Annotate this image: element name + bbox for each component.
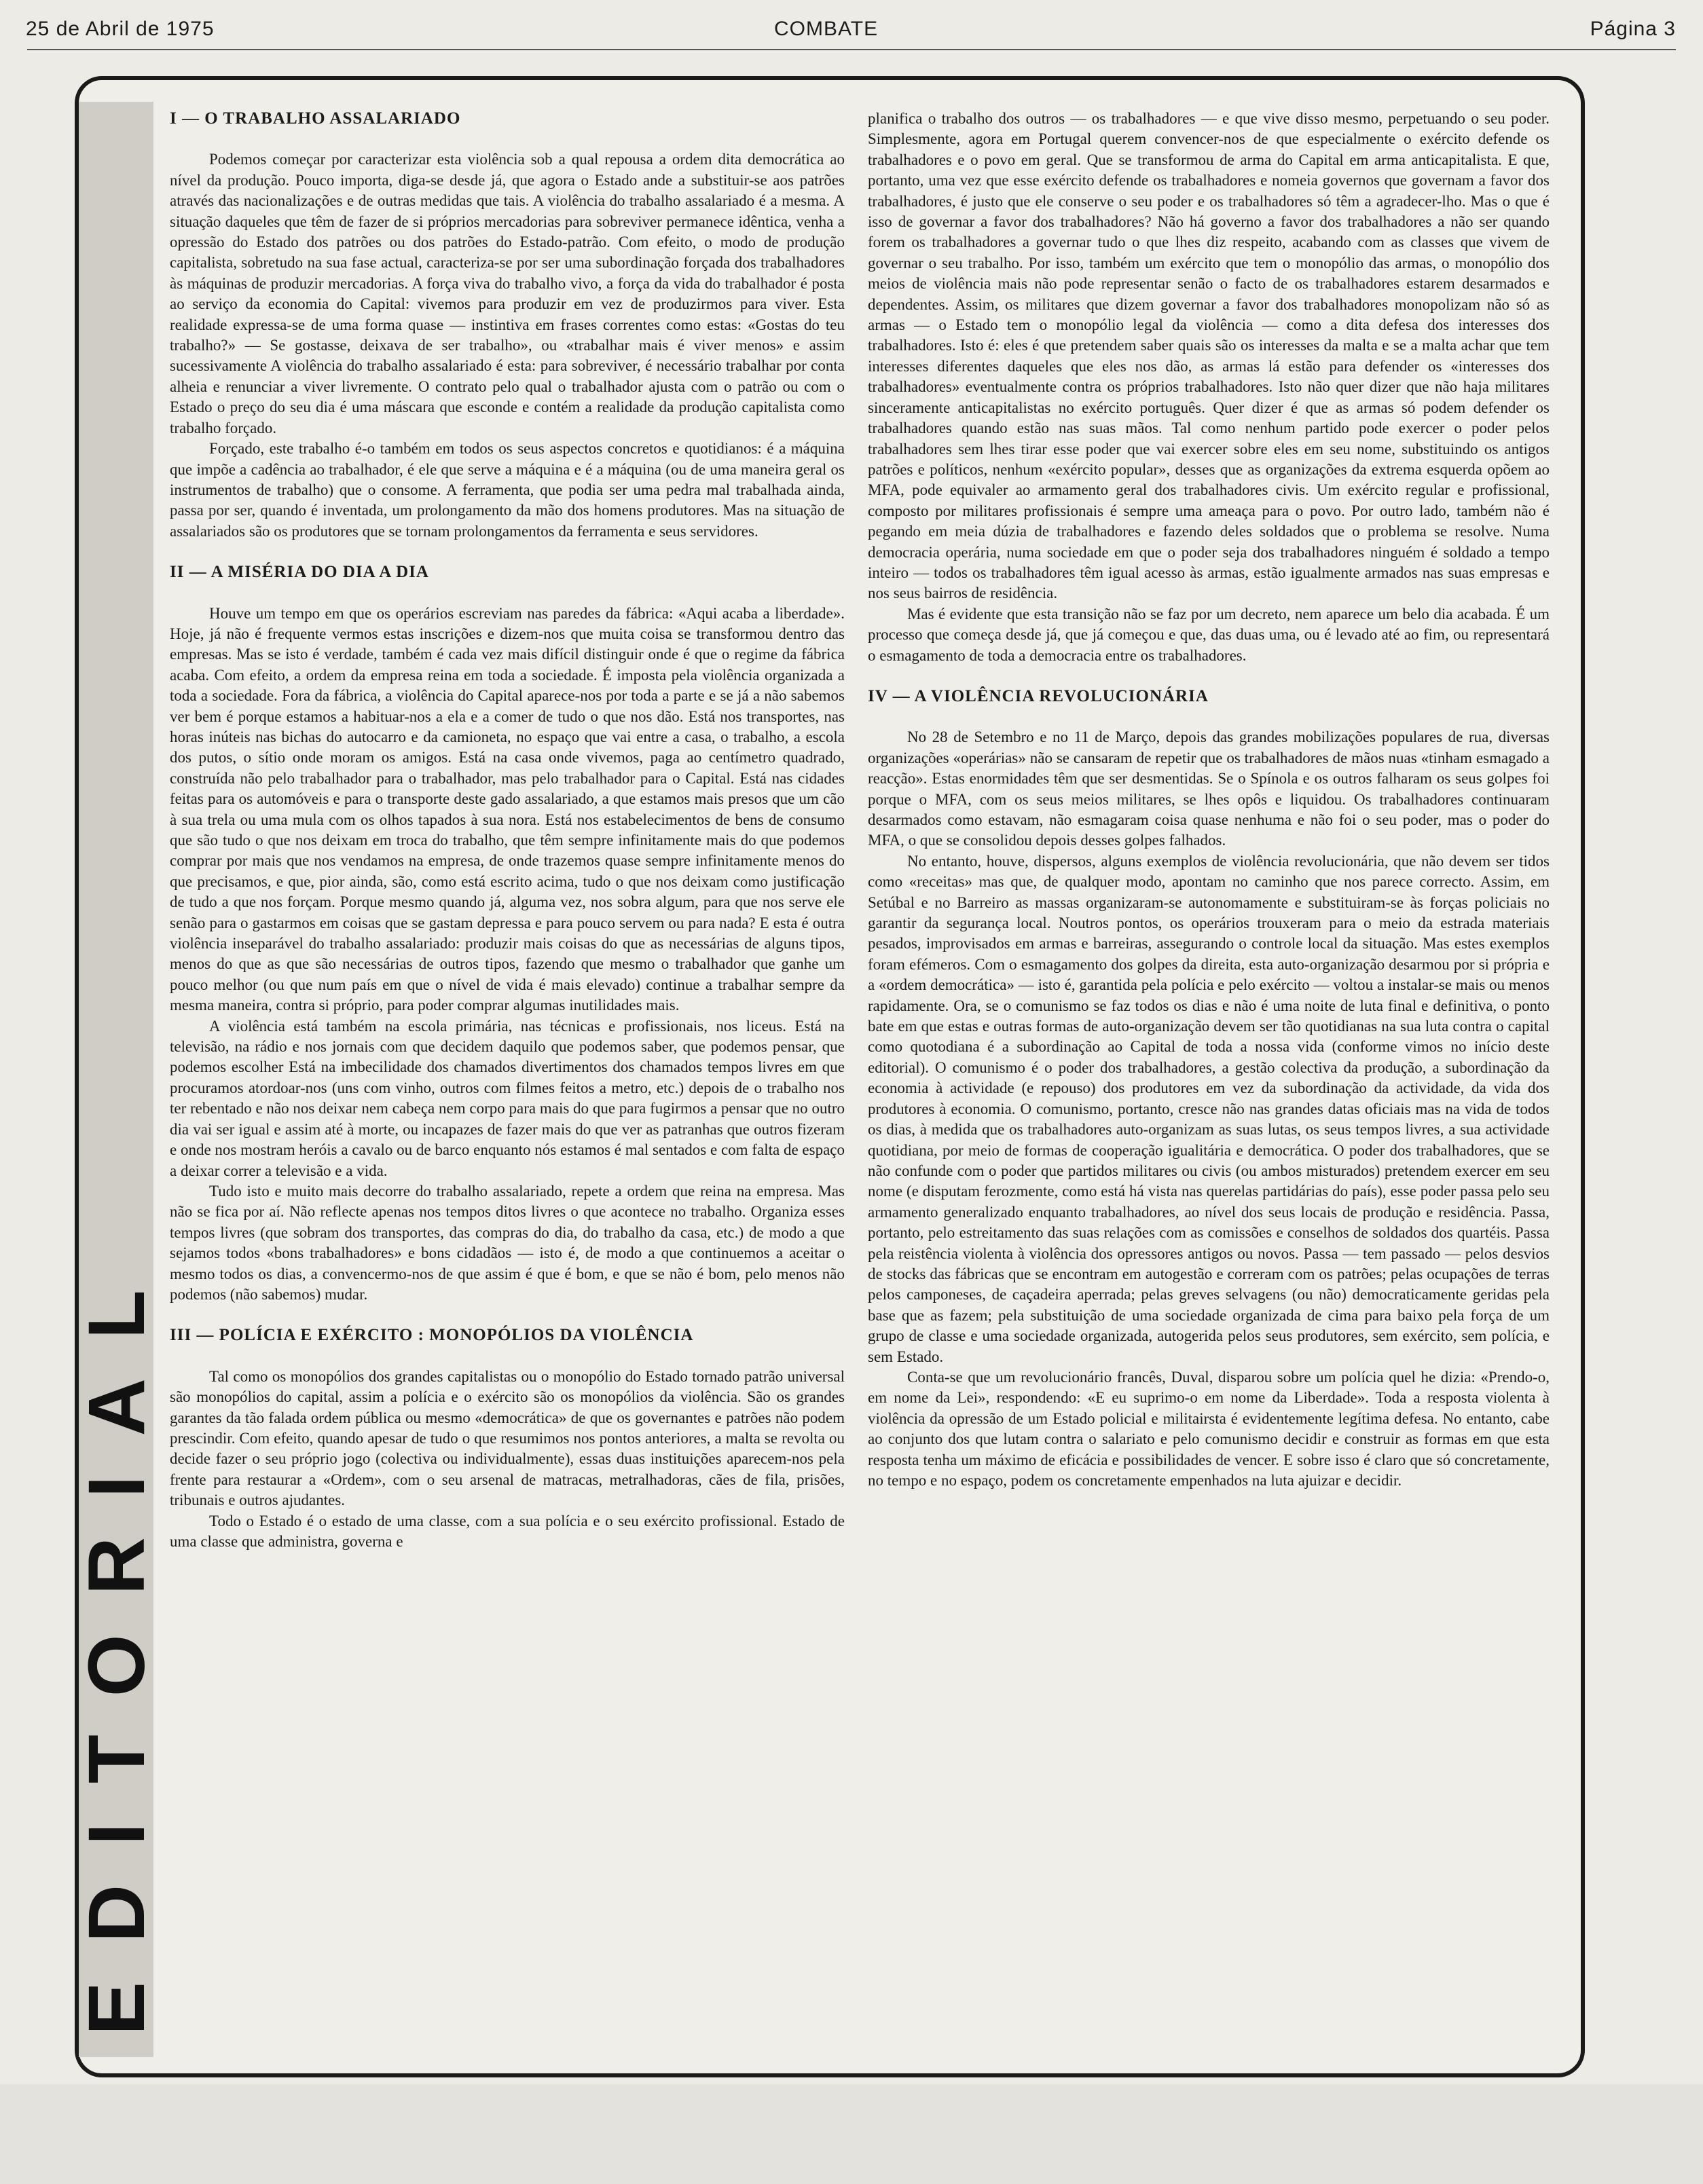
paragraph: Forçado, este trabalho é-o também em todos os seus aspectos concretos e quotidianos: é a máquina que impõe a cadência ao trabalhador, é ele que serve a máquina e é a máquina (ou de uma maneira geral os instrumentos de trabalho) que o consome. A ferramenta, que podia ser uma pedra mal trabalhada ainda, passa por ser, quando é inventada, um prolongamento da mão dos homens produtores. Mas na situação de assalariados são os produtores que se tornam prolongamentos da ferramenta e seus servidores. — [170, 440, 845, 540]
section-title: IV — A VIOLÊNCIA REVOLUCIONÁRIA — [868, 686, 1209, 705]
paragraph: Houve um tempo em que os operários escreviam nas paredes da fábrica: «Aqui acaba a liberdade». Hoje, já não é frequente vermos estas inscrições e dizem-nos que muita coisa se transformou dentro das empresas. Mas se isto é verdade, também é cada vez mais difícil distinguir onde é que o regime da fábrica acaba. Com efeito, a ordem da empresa reina em toda a sociedade. É imposta pela violência organizada a toda a sociedade. Fora da fábrica, a violência do Capital aparece-nos por toda a parte e se já a não sabemos ver bem é porque estamos a habituar-nos a ela e a comer de tudo o que nos dão. Está nos transportes, nas horas inúteis nas bichas do autocarro e da camioneta, no espaço que vai entre a casa, o trabalho, a escola dos putos, o sítio onde moram os amigos. Está na casa onde vivemos, paga ao centímetro quadrado, construída não pelo trabalhador para o trabalhador, mas pelo trabalhador para o Capital. Está nas cidades feitas para os automóveis e para o transporte deste gado assalariado, a que estamos mais presos que um cão à sua trela ou uma mula com os olhos tapados à sua nora. Está nos estabelecimentos de bens de consumo que são tudo o que nos deixam em troca do trabalho, que têm sempre infinitamente mais do que podemos comprar por mais que nos vendamos na empresa, de onde trazemos quase sempre infinitamente menos do que precisamos, e que, pior ainda, são, como está escrito acima, tudo o que nos deixam como justificação de tudo a que nos forçam. Porque mesmo quando já, alguma vez, nos sobra algum, para que nos serve ele senão para o gastarmos em coisas que se gastam depressa e para pouco servem ou para nada? E esta é outra violência inseparável do trabalho assalariado: produzir mais coisas do que as necessárias de alguns tipos, menos do que as que são necessárias de outros tipos, fazendo que mesmo o trabalhador que ganhe um pouco melhor (ou que num país em que o nível de vida é mais elevado) continue a trabalhar sempre da mesma maneira, contra si próprio, para poder comprar algumas inutilidades mais. — [170, 604, 845, 1014]
page-header — [0, 0, 1703, 54]
paragraph: Tal como os monopólios dos grandes capitalistas ou o monopólio do Estado tornado patrão universal são monopólios do capital, assim a polícia e o exército são os monopólios da violência. São os grandes garantes da tão falada ordem pública ou mesmo «democrática» de que os governantes e patrões não podem prescindir. Com efeito, quando apesar de tudo o que resumimos nos pontos anteriores, a malta se revolta ou decide fazer o seu próprio jogo (colectiva ou individualmente), essas duas instituições aparecem-nos pela frente para restaurar a «Ordem», com o seu arsenal de matracas, metralhadoras, cães de fila, prisões, tribunais e outros ajudantes. — [170, 1367, 845, 1509]
paragraph: Todo o Estado é o estado de uma classe, com a sua polícia e o seu exército profissional. Estado de uma classe que administra, governa e — [170, 1512, 845, 1550]
paragraph: Mas é evidente que esta transição não se faz por um decreto, nem aparece um belo dia acabada. É um processo que começa desde já, que já começou e que, das duas uma, ou é levado até ao fim, ou representará o esmagamento de toda a democracia entre os trabalhadores. — [868, 605, 1550, 664]
section-2 — [170, 562, 845, 1305]
paragraph: No entanto, houve, dispersos, alguns exemplos de violência revolucionária, que não devem ser tidos como «receitas» mas que, de qualquer modo, apontam no caminho que nos parece correcto. Assim, em Setúbal e no Barreiro as massas organizaram-se autonomamente e substituiram-se às forças policiais no garantir da segurança local. Noutros pontos, os operários trouxeram para o meio da estrada materiais pesados, improvisados em armas e barreiras, assegurando o controle local da situação. Mas estes exemplos foram efémeros. Com o esmagamento dos golpes da direita, esta auto-organização desarmou por si própria e a «ordem democrática» — isto é, garantida pela polícia e pelo exército — voltou a instalar-se mais ou menos rapidamente. Ora, se o comunismo se faz todos os dias e não é uma noite de luta final e definitiva, o ponto bate em que estas e outras formas de auto-organização devem ser tão quotidianas na sua luta contra o capital como quotodiana é a subordinação ao Capital de toda a nossa vida (conforme vimos no início deste editorial). O comunismo é o poder dos trabalhadores, a gestão colectiva da produção, a subordinação da economia à actividade (e repouso) dos produtores em vez da subordinação da actividade, da vida dos produtores à economia. O comunismo, portanto, cresce não nas grandes datas oficiais mas na vida de todos os dias, à medida que os trabalhadores auto-organizam as suas lutas, os seus tempos livres, a sua actividade quotidiana, por meio de formas de cooperação igualitária e democrática. O poder dos trabalhadores, que se não confunde com o poder que partidos militares ou civis (ou ambos misturados) pretendem exercer em seu nome (e disputam ferozmente, como está há vista nas querelas partidárias do país), esse poder passa pelo seu armamento generalizado enquanto trabalhadores, ao nível dos seus locais de produção e residência. Passa, portanto, pelo estreitamento das suas relações com as comissões e conselhos de soldados dos quartéis. Passa pela reistência violenta à violência dos opressores antigos ou novos. Passa — tem passado — pelos desvios de stocks das fábricas que se encontram em autogestão e correram com os patrões; pelas ocupações de terras pelos camponeses, de caçadeira aperrada; pelas greves selvagens (ou não) democraticamente geridas pela base que as fazem; pela substituição de uma sociedade organizada de cima para baixo pela força de um grupo de classe e uma sociedade organizada, autogerida pelos seus produtores, sem exército, sem polícia, e sem Estado. — [868, 852, 1550, 1365]
newspaper-name: COMBATE — [774, 18, 879, 40]
header-rule — [27, 49, 1676, 50]
section-1 — [170, 109, 845, 542]
paragraph: Podemos começar por caracterizar esta violência sob a qual repousa a ordem dita democrática ao nível da produção. Pouco importa, diga-se desde já, que agora o Estado ande a substituir-se aos patrões através das nacionalizações e de outras medidas que tais. A violência do trabalho assalariado é a mesma. A situação daqueles que têm de fazer de si próprios mercadorias para sobreviver permanece idêntica, venha a opressão do Estado dos patrões ou dos patrões do Estado-patrão. Com efeito, o modo de produção capitalista, sobretudo na sua fase actual, caracteriza-se por ser uma subordinação forçada dos trabalhadores às máquinas de produzir mercadorias. A força viva do trabalho vivo, a força da vida do trabalhador é posta ao serviço da economia do Capital: vivemos para produzir em vez de produzirmos para viver. Esta realidade expressa-se de uma forma quase — instintiva em frases correntes como estas: «Gostas do teu trabalho?» — Se gostasse, deixava de ser trabalho», ou «trabalhar mais é viver menos» e assim sucessivamente A violência do trabalho assalariado é esta: para sobreviver, é necessário trabalhar por conta alheia e renunciar a viver livremente. O contrato pelo qual o trabalhador ajusta com o patrão ou com o Estado o preço do seu dia é uma máscara que esconde e contém a realidade da produção capitalista como trabalho forçado. — [170, 151, 845, 437]
column-left — [170, 109, 845, 1572]
column-right — [868, 109, 1550, 1511]
section-title: I — O TRABALHO ASSALARIADO — [170, 109, 461, 128]
side-label-text: EDITORIAL — [72, 1251, 162, 2035]
section-title: III — POLÍCIA E EXÉRCITO : MONOPÓLIOS DA VIOLÊNCIA — [170, 1326, 694, 1345]
issue-date: 25 de Abril de 1975 — [26, 18, 215, 40]
page-number: Página 3 — [1590, 18, 1676, 40]
paragraph: Tudo isto e muito mais decorre do trabalho assalariado, repete a ordem que reina na empresa. Mas não se fica por aí. Não reflecte apenas nos tempos ditos livres o que acontece no trabalho. Organiza esses tempos livres (que sobram dos transportes, das compras do dia, do trabalho da casa, etc.) de modo a que sejamos todos «bons trabalhadores» e bons cidadãos — isto é, de modo a que continuemos a aceitar o mesmo todos os dias, a convencermo-nos de que assim é que é bom, e que se não é bom, pelo menos não podemos (não sabemos) mudar. — [170, 1182, 845, 1303]
paragraph: Conta-se que um revolucionário francês, Duval, disparou sobre um polícia quel he dizia: «Prendo-o, em nome da Lei», respondendo: «E eu suprimo-o em nome da Liberdade». Toda a resposta violenta à violência da opressão de um Estado policial e militairsta é evidentemente legítima defesa. No entanto, cabe ao conjunto dos que lutam contra o salariato e pelo comunismo decidir e construir as formas em que esta resposta tenha um máximo de eficácia e possibilidades de vencer. E sobre isso é claro que só concretamente, no tempo e no espaço, podem os concretamente empenhados na luta ajuizar e decidir. — [868, 1368, 1550, 1489]
bottom-margin — [0, 2084, 1703, 2184]
paragraph: A violência está também na escola primária, nas técnicas e profissionais, nos liceus. Está na televisão, na rádio e nos jornais com que decidem daquilo que podemos saber, que podemos pensar, que podemos escolher Está na imbecilidade dos chamados divertimentos dos chamados tempos livres em que procuramos atordoar-nos (uns com vinho, outros com filmes feitos a metro, etc.) depois de o trabalho nos ter rebentado e não nos deixar nem cabeça nem corpo para mais do que para fugirmos a pensar que no outro dia vai ser igual e assim até à morte, ou incapazes de fazer mais do que ver as patranhas que outros fizeram e onde nos mostram heróis a cavalo ou de barco enquanto nós estamos é mal sentados e com falta de espaço a deixar correr a televisão e a vida. — [170, 1017, 845, 1179]
section-3 — [170, 1325, 845, 1552]
section-4 — [868, 686, 1550, 1491]
paragraph: No 28 de Setembro e no 11 de Março, depois das grandes mobilizações populares de rua, diversas organizações «operárias» não se cansaram de repetir que os trabalhadores de mãos nuas «tinham esmagado a reacção». Estas enormidades têm que ser desmentidas. Se o Spínola e os outros falharam os seus golpes foi porque o MFA, com os seus meios militares, se lhes opôs e liquidou. Os trabalhadores continuaram desarmados como estavam, não esmagaram coisa quase nenhuma e não foi o seu poder, mas o poder do MFA, o que se consolidou depois desses golpes falhados. — [868, 728, 1550, 849]
section-title: II — A MISÉRIA DO DIA A DIA — [170, 563, 429, 582]
side-label — [72, 1251, 162, 2035]
paragraph-continued: planifica o trabalho dos outros — os trabalhadores — e que vive disso mesmo, perpetuando o seu poder. Simplesmente, agora em Portugal querem convencer-nos de que especialmente o exército defende os trabalhadores e o povo em geral. Que se transformou de arma do Capital em arma anticapitalista. E que, portanto, uma vez que esse exército defende os trabalhadores e nomeia governos que governam a favor dos trabalhadores, é justo que ele conserve o seu poder e os trabalhadores só têm a agradecer-lho. Mas o que é isso de governar a favor dos trabalhadores? Não há governo a favor dos trabalhadores a não ser quando forem os trabalhadores a governar tudo o que lhes diz respeito, acabando com as classes que vivem de governar o seu trabalho. Por isso, também um exército que tem o monopólio das armas, o monopólio dos meios de violência mais não pode representar senão o facto de os trabalhadores estarem desarmados e dependentes. Assim, os militares que dizem governar a favor dos trabalhadores monopolizam não só as armas — o Estado tem o monopólio legal da violência — como a dita defesa dos interesses dos trabalhadores. Isto é: eles é que pretendem saber quais são os interesses da malta e se a malta achar que tem interesses diferentes daqueles que eles nos dão, as armas lá estão para defender os «interesses dos trabalhadores» eventualmente contra os próprios trabalhadores. Isto não quer dizer que não haja militares sinceramente anticapitalistas no exército português. Quer dizer é que as armas só podem defender os trabalhadores quando estão nas suas mãos. Tal como nenhum partido pode exercer o poder pelos trabalhadores sem lhes tirar esse poder que vai exercer sobre eles em seu nome, substituindo os antigos patrões e políticos, nenhum «exército popular», desses que as organizações da extrema esquerda opõem ao MFA, pode equivaler ao armamento geral dos trabalhadores civis. Um exército regular e profissional, composto por militares profissionais é sempre uma ameaça para o povo. Por outro lado, também não é pegando em meia dúzia de trabalhadores e fazendo deles soldados que o problema se resolve. Numa democracia operária, numa sociedade em que o poder seja dos trabalhadores ninguém é soldado a tempo inteiro — todos os trabalhadores têm igual acesso às armas, estão igualmente armados nas suas empresas e nos seus bairros de residência. — [868, 110, 1550, 602]
section-3-continued — [868, 109, 1550, 666]
